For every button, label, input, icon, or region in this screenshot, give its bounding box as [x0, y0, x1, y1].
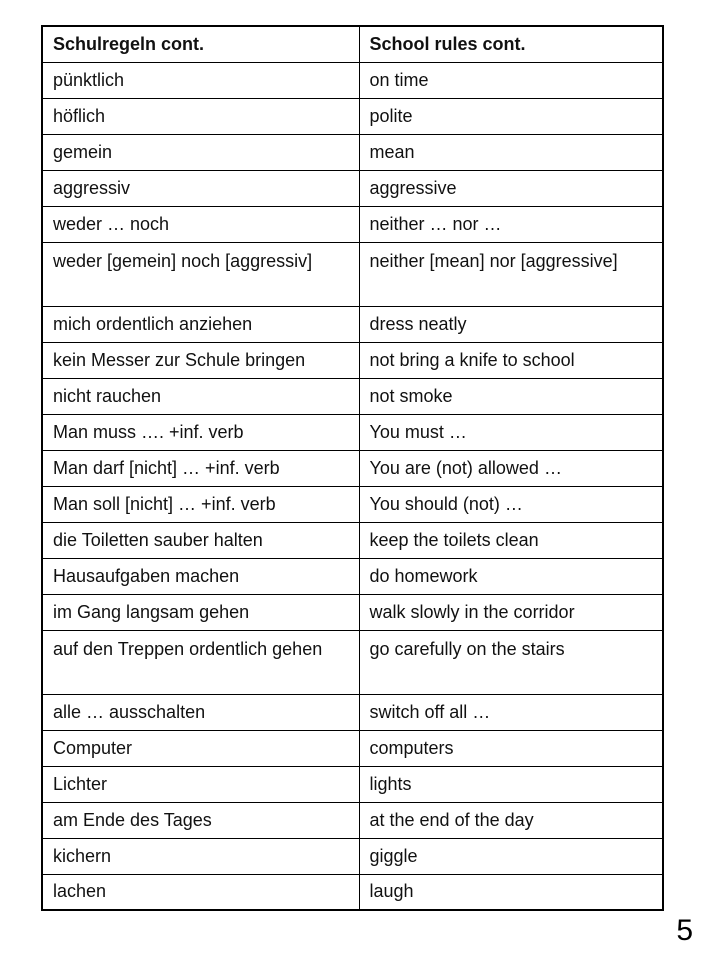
table-row [42, 730, 663, 766]
table-row [42, 306, 663, 342]
german-term: mich ordentlich anziehen [42, 306, 359, 342]
german-term: Man muss …. +inf. verb [42, 414, 359, 450]
english-term: not smoke [359, 378, 663, 414]
english-term: neither [mean] nor [aggressive] [359, 242, 663, 306]
table-row [42, 98, 663, 134]
german-term: Man darf [nicht] … +inf. verb [42, 450, 359, 486]
german-term: im Gang langsam gehen [42, 594, 359, 630]
table-row [42, 630, 663, 694]
german-term: die Toiletten sauber halten [42, 522, 359, 558]
table-row [42, 838, 663, 874]
english-column-header: School rules cont. [359, 26, 663, 62]
table-row [42, 874, 663, 910]
english-term: do homework [359, 558, 663, 594]
german-term: lachen [42, 874, 359, 910]
german-term: Computer [42, 730, 359, 766]
table-row [42, 802, 663, 838]
english-term: on time [359, 62, 663, 98]
german-term: weder [gemein] noch [aggressiv] [42, 242, 359, 306]
english-term: neither … nor … [359, 206, 663, 242]
table-row [42, 766, 663, 802]
english-term: polite [359, 98, 663, 134]
german-term: alle … ausschalten [42, 694, 359, 730]
table-row [42, 414, 663, 450]
english-term: giggle [359, 838, 663, 874]
table-row [42, 342, 663, 378]
english-term: lights [359, 766, 663, 802]
german-term: aggressiv [42, 170, 359, 206]
table-header-row [42, 26, 663, 62]
german-term: nicht rauchen [42, 378, 359, 414]
english-term: aggressive [359, 170, 663, 206]
vocabulary-table [41, 25, 664, 911]
table-row [42, 558, 663, 594]
english-term: go carefully on the stairs [359, 630, 663, 694]
english-term: dress neatly [359, 306, 663, 342]
english-term: computers [359, 730, 663, 766]
table-row [42, 170, 663, 206]
page-number: 5 [676, 914, 693, 947]
german-column-header: Schulregeln cont. [42, 26, 359, 62]
english-term: at the end of the day [359, 802, 663, 838]
german-term: kichern [42, 838, 359, 874]
german-term: Man soll [nicht] … +inf. verb [42, 486, 359, 522]
table-row [42, 522, 663, 558]
english-term: keep the toilets clean [359, 522, 663, 558]
german-term: Lichter [42, 766, 359, 802]
english-term: You should (not) … [359, 486, 663, 522]
german-term: höflich [42, 98, 359, 134]
table-row [42, 134, 663, 170]
table-row [42, 242, 663, 306]
english-term: You must … [359, 414, 663, 450]
english-term: laugh [359, 874, 663, 910]
table-row [42, 378, 663, 414]
german-term: am Ende des Tages [42, 802, 359, 838]
german-term: kein Messer zur Schule bringen [42, 342, 359, 378]
german-term: weder … noch [42, 206, 359, 242]
german-term: pünktlich [42, 62, 359, 98]
english-term: switch off all … [359, 694, 663, 730]
table-row [42, 450, 663, 486]
english-term: mean [359, 134, 663, 170]
table-row [42, 594, 663, 630]
english-term: You are (not) allowed … [359, 450, 663, 486]
english-term: walk slowly in the corridor [359, 594, 663, 630]
german-term: gemein [42, 134, 359, 170]
table-row [42, 62, 663, 98]
english-term: not bring a knife to school [359, 342, 663, 378]
table-row [42, 206, 663, 242]
german-term: Hausaufgaben machen [42, 558, 359, 594]
table-row [42, 486, 663, 522]
german-term: auf den Treppen ordentlich gehen [42, 630, 359, 694]
table-row [42, 694, 663, 730]
